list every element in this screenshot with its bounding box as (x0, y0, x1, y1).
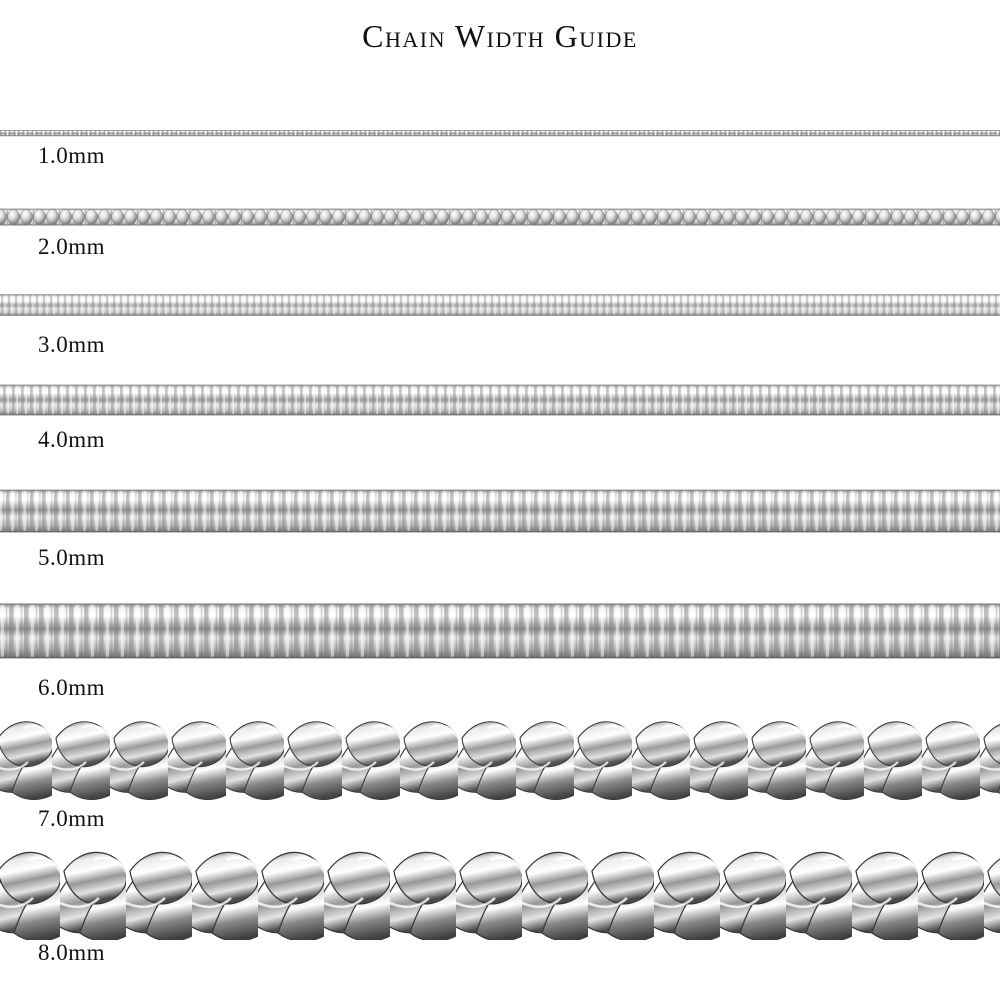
rope-chain-icon (0, 714, 1000, 804)
snake-chain-icon (0, 484, 1000, 538)
page-title: Chain Width Guide (362, 18, 638, 54)
chain-image-6-0mm (0, 598, 1000, 666)
chain-label-4-0mm: 4.0mm (38, 427, 106, 452)
chain-image-3-0mm (0, 288, 1000, 322)
rope-chain-icon (0, 844, 1000, 944)
chain-label-2-0mm: 2.0mm (38, 234, 106, 259)
chain-image-5-0mm (0, 484, 1000, 538)
chain-label-1-0mm: 1.0mm (38, 143, 106, 168)
snake-chain-icon (0, 378, 1000, 422)
chain-image-8-0mm (0, 844, 1000, 944)
chain-label-5-0mm: 5.0mm (38, 545, 106, 570)
chain-label-8-0mm: 8.0mm (38, 940, 106, 965)
chain-label-6-0mm: 6.0mm (38, 675, 106, 700)
chain-label-3-0mm: 3.0mm (38, 332, 106, 357)
chain-image-7-0mm (0, 714, 1000, 804)
fine-cable-chain-icon (0, 120, 1000, 146)
chain-image-4-0mm (0, 378, 1000, 422)
snake-chain-icon (0, 598, 1000, 666)
chain-image-2-0mm (0, 200, 1000, 234)
chain-label-7-0mm: 7.0mm (38, 806, 106, 831)
bead-ball-chain-icon (0, 200, 1000, 234)
chain-image-1-0mm (0, 120, 1000, 146)
snake-chain-icon (0, 288, 1000, 322)
